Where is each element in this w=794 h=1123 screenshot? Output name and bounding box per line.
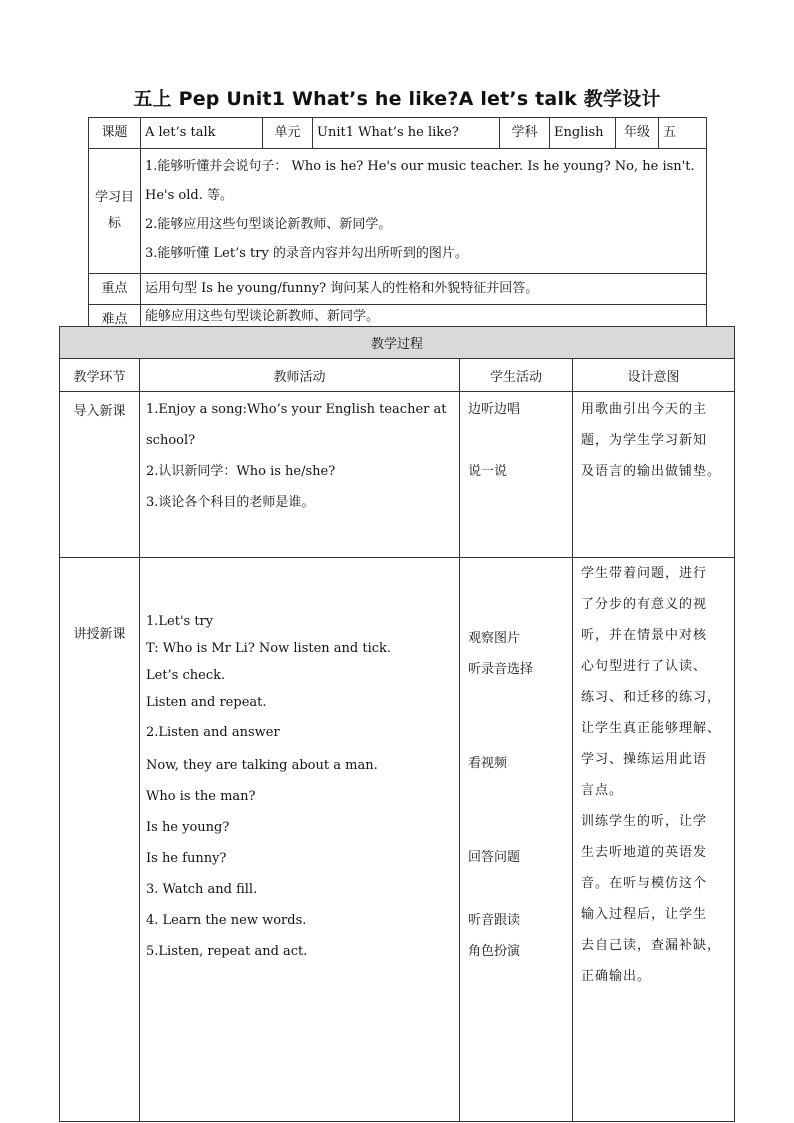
activity-line: Now, they are talking about a man. xyxy=(146,758,378,773)
process-header-row xyxy=(60,327,735,359)
key-point-value: 运用句型 Is he young/funny? 询问某人的性格和外貌特征并回答。 xyxy=(141,274,707,305)
intent-line: 去自己读，查漏补缺， xyxy=(581,938,722,953)
student-line: 听录音选择 xyxy=(468,662,534,677)
student-line: 说一说 xyxy=(468,464,508,479)
design-intent xyxy=(573,558,735,1122)
activity-line: Who is the man? xyxy=(146,789,256,804)
key-point-label: 重点 xyxy=(89,274,141,305)
intent-line: 学习、操练运用此语 xyxy=(581,752,708,767)
intent-line: 音。在听与模仿这个 xyxy=(581,876,708,891)
objectives-row xyxy=(89,149,707,274)
lesson-label: 课题 xyxy=(89,118,141,149)
intent-line: 用歌曲引出今天的主 xyxy=(581,402,708,417)
activity-line: 3. Watch and fill. xyxy=(146,882,258,897)
activity-line: Is he funny? xyxy=(146,851,227,866)
student-line: 听音跟读 xyxy=(468,913,521,928)
process-header: 教学过程 xyxy=(60,327,735,359)
objective-item: 3.能够听懂 Let’s try 的录音内容并勾出所听到的图片。 xyxy=(145,246,468,261)
intent-line: 输入过程后，让学生 xyxy=(581,907,708,922)
activity-line: 1.Let's try xyxy=(146,614,214,629)
objectives-content xyxy=(141,149,707,274)
student-activity xyxy=(460,392,573,558)
activity-line: Let’s check. xyxy=(146,668,226,683)
activity-line: 2.Listen and answer xyxy=(146,725,280,740)
stage-label: 导入新课 xyxy=(60,392,140,558)
activity-line: 2.认识新同学：Who is he/she? xyxy=(146,464,336,479)
grade-value: 五 xyxy=(659,118,707,149)
subject-value: English xyxy=(550,118,616,149)
intent-line: 听，并在情景中对核 xyxy=(581,628,708,643)
column-header: 教学环节 xyxy=(60,359,140,392)
intent-line: 言点。 xyxy=(581,783,624,798)
student-activity xyxy=(460,558,573,1122)
table-row xyxy=(60,392,735,558)
activity-line: 3.谈论各个科目的老师是谁。 xyxy=(146,495,315,510)
column-header: 教师活动 xyxy=(140,359,460,392)
intent-line: 及语言的输出做铺垫。 xyxy=(581,464,722,479)
table-row xyxy=(60,558,735,1122)
info-row xyxy=(89,118,707,149)
stage-label: 讲授新课 xyxy=(60,558,140,1122)
objective-item: 1.能够听懂并会说句子： Who is he? He's our music teacher. Is he young? No, he isn't. He's old. 等。 xyxy=(145,159,695,203)
student-line: 角色扮演 xyxy=(468,944,521,959)
activity-line: school? xyxy=(146,433,196,448)
unit-value: Unit1 What’s he like? xyxy=(313,118,500,149)
teaching-process-table xyxy=(59,326,735,1122)
student-line: 观察图片 xyxy=(468,631,521,646)
intent-line: 题，为学生学习新知 xyxy=(581,433,708,448)
activity-line: 5.Listen, repeat and act. xyxy=(146,944,308,959)
activity-line: 1.Enjoy a song:Who’s your English teacher at xyxy=(146,402,447,417)
intent-line: 练习、和迁移的练习， xyxy=(581,690,722,705)
column-header: 设计意图 xyxy=(573,359,735,392)
column-header-row xyxy=(60,359,735,392)
intent-line: 心句型进行了认读、 xyxy=(581,659,708,674)
teacher-activity xyxy=(140,558,460,1122)
design-intent xyxy=(573,392,735,558)
student-line: 边听边唱 xyxy=(468,402,521,417)
activity-line: T: Who is Mr Li? Now listen and tick. xyxy=(146,641,392,656)
subject-label: 学科 xyxy=(500,118,550,149)
student-line: 看视频 xyxy=(468,756,508,771)
unit-label: 单元 xyxy=(263,118,313,149)
teacher-activity xyxy=(140,392,460,558)
objective-item: 2.能够应用这些句型谈论新教师、新同学。 xyxy=(145,217,392,232)
difficulty-label: 难点 xyxy=(89,305,141,336)
intent-line: 了分步的有意义的视 xyxy=(581,597,708,612)
objectives-label: 学习目标 xyxy=(89,149,141,274)
student-line: 回答问题 xyxy=(468,850,521,865)
difficulty-value: 能够应用这些句型谈论新教师、新同学。 xyxy=(141,305,707,336)
activity-line: Is he young? xyxy=(146,820,230,835)
lesson-info-table xyxy=(88,117,707,336)
activity-line: 4. Learn the new words. xyxy=(146,913,307,928)
intent-line: 正确输出。 xyxy=(581,969,652,984)
intent-line: 学生带着问题，进行 xyxy=(581,566,708,581)
grade-label: 年级 xyxy=(616,118,659,149)
intent-line: 让学生真正能够理解、 xyxy=(581,721,722,736)
key-point-row xyxy=(89,274,707,305)
intent-line: 生去听地道的英语发 xyxy=(581,845,708,860)
document-title: 五上 Pep Unit1 What’s he like?A let’s talk 教学设计 xyxy=(133,88,661,110)
activity-line: Listen and repeat. xyxy=(146,695,267,710)
column-header: 学生活动 xyxy=(460,359,573,392)
lesson-value: A let’s talk xyxy=(141,118,263,149)
intent-line: 训练学生的听，让学 xyxy=(581,814,708,829)
